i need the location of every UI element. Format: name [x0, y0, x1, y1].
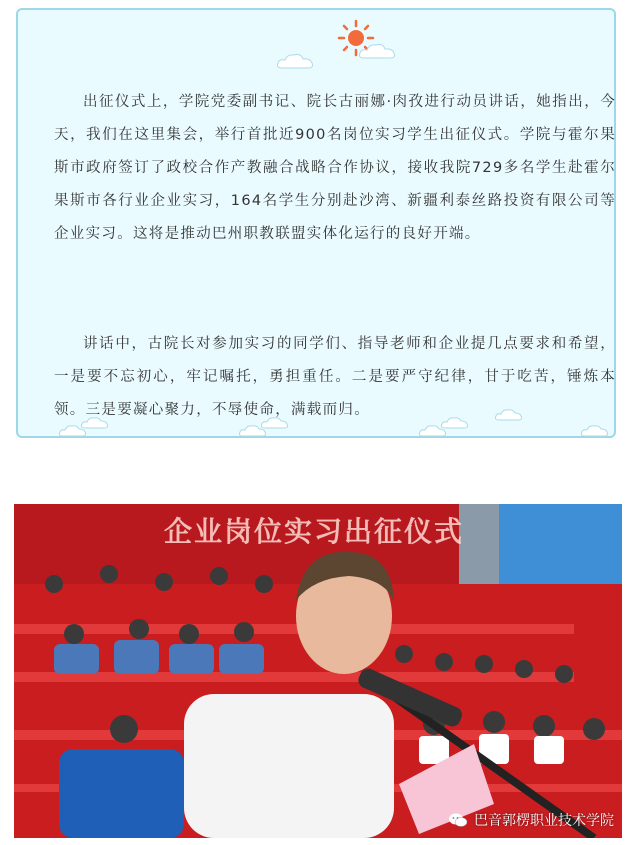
cloud-icon	[358, 42, 398, 60]
ceremony-photo	[14, 504, 622, 838]
article-paragraph-1: 出征仪式上，学院党委副书记、院长古丽娜·肉孜进行动员讲话，她指出，今天，我们在这里集会，举行首批近900名岗位实习学生出征仪式。学院与霍尔果斯市政府签订了政校合作产教融合战略合作协议，接收我院729多名学生赴霍尔果斯市各行业企业实习，164名学生分别赴沙湾、新疆利泰丝路投资有限公司等企业实习。这将是推动巴州职教联盟实体化运行的良好开端。	[54, 94, 616, 242]
cloud-icon	[440, 416, 470, 430]
text-card	[16, 8, 616, 438]
ceremony-scene	[14, 504, 622, 838]
cloud-icon	[580, 424, 610, 438]
watermark-text: 巴音郭楞职业技术学院	[474, 813, 614, 829]
article-paragraph-2: 讲话中，古院长对参加实习的同学们、指导老师和企业提几点要求和希望，一是要不忘初心，牢记嘱托，勇担重任。二是要严守纪律，甘于吃苦，锤炼本领。三是要凝心聚力，不辱使命，满载而归。	[54, 336, 616, 418]
watermark	[448, 810, 614, 830]
cloud-icon	[276, 52, 316, 70]
wechat-icon	[448, 812, 468, 828]
cloud-icon	[494, 408, 524, 422]
cloud-icon	[260, 416, 290, 430]
banner-text: 企业岗位实习出征仪式	[164, 515, 465, 548]
cloud-icon	[80, 416, 110, 430]
